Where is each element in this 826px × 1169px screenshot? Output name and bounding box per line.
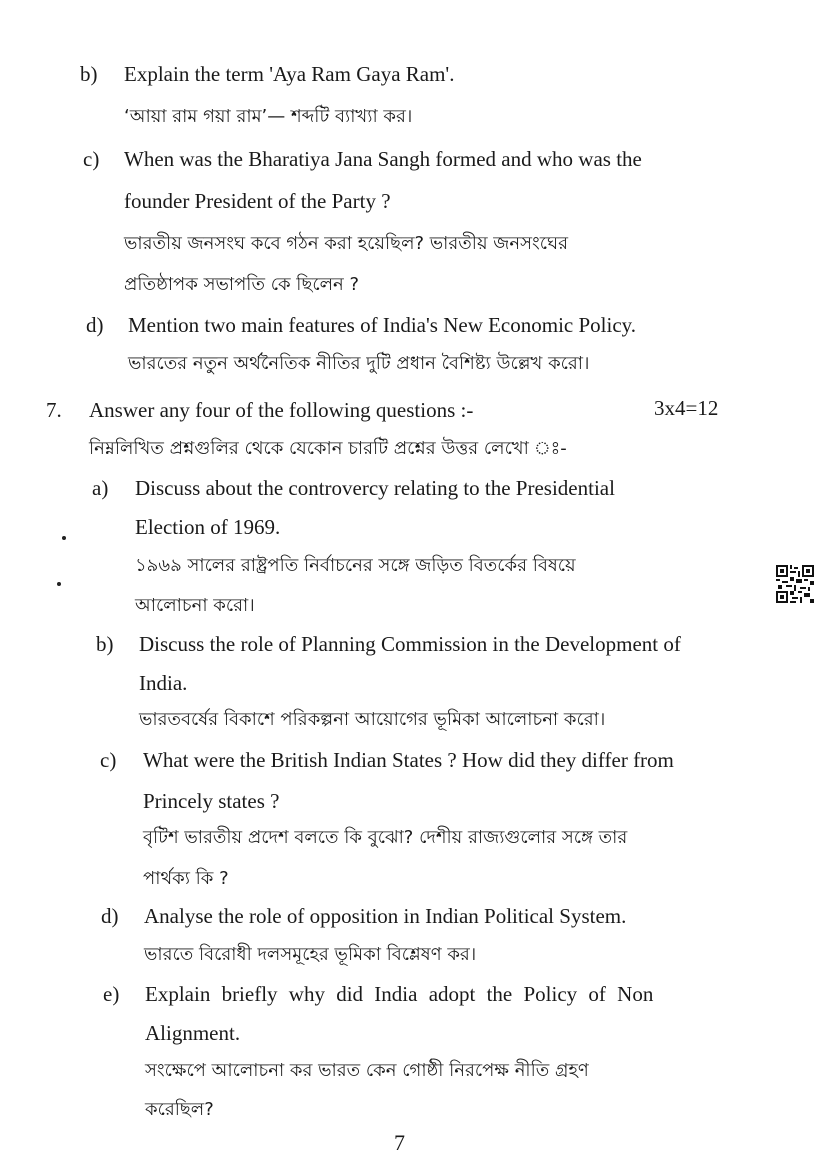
q7-instruction-bengali: নিম্নলিখিত প্রশ্নগুলির থেকে যেকোন চারটি প্রশ্নের উত্তর লেখো ঃ- [89,438,567,459]
q6d-bengali: ভারতের নতুন অর্থনৈতিক নীতির দুটি প্রধান বৈশিষ্ট্য উল্লেখ করো। [128,353,590,374]
q6c-bengali-line1: ভারতীয় জনসংঘ কবে গঠন করা হয়েছিল? ভারতীয় জনসংঘের [124,233,569,254]
q7c-english-line1: What were the British Indian States ? How did they differ from [143,748,674,772]
q7d-bengali: ভারতে বিরোধী দলসমূহের ভূমিকা বিশ্লেষণ কর। [144,944,477,965]
q7c-bengali-line2: পার্থক্য কি ? [143,868,229,889]
q6b-bengali: ‘আয়া রাম গয়া রাম’— শব্দটি ব্যাখ্যা কর। [124,106,413,127]
q7e-bengali-line2: করেছিল? [145,1099,214,1120]
q7b-label: b) [96,632,114,656]
q6c-english-line1: When was the Bharatiya Jana Sangh formed and who was the [124,147,642,171]
q7d-english: Analyse the role of opposition in Indian Political System. [144,904,627,928]
q7a-bengali-line2: আলোচনা করো। [135,595,255,616]
q7a-english-line1: Discuss about the controvercy relating to the Presidential [135,476,615,500]
q7b-english-line1: Discuss the role of Planning Commission in the Development of [139,632,681,656]
scan-speck [57,582,61,586]
q7c-english-line2: Princely states ? [143,789,280,813]
q7-marks: 3x4=12 [654,396,719,420]
q7b-bengali: ভারতবর্ষের বিকাশে পরিকল্পনা আয়োগের ভূমিকা আলোচনা করো। [139,709,606,730]
q7e-label: e) [103,982,120,1006]
q7e-bengali-line1: সংক্ষেপে আলোচনা কর ভারত কেন গোষ্ঠী নিরপেক্ষ নীতি গ্রহণ [145,1060,589,1081]
q7-number: 7. [46,398,62,422]
q7c-label: c) [100,748,117,772]
q7a-label: a) [92,476,109,500]
q7b-english-line2: India. [139,671,188,695]
scan-speck [62,536,66,540]
q6c-label: c) [83,147,100,171]
q7e-english-line1: Explain briefly why did India adopt the Policy of Non [145,982,654,1006]
q7-instruction-english: Answer any four of the following questions :- [89,398,474,422]
q7c-bengali-line1: বৃটিশ ভারতীয় প্রদেশ বলতে কি বুঝো? দেশীয় রাজ্যগুলোর সঙ্গে তার [143,827,628,848]
q6c-english-line2: founder President of the Party ? [124,189,391,213]
q7d-label: d) [101,904,119,928]
page-number: 7 [394,1130,405,1155]
q6b-label: b) [80,62,98,86]
q7e-english-line2: Alignment. [145,1021,241,1045]
q6b-english: Explain the term 'Aya Ram Gaya Ram'. [124,62,455,86]
q6c-bengali-line2: প্রতিষ্ঠাপক সভাপতি কে ছিলেন ? [124,274,360,295]
q6d-english: Mention two main features of India's New Economic Policy. [128,313,637,337]
q7a-english-line2: Election of 1969. [135,515,281,539]
qr-code-icon [776,565,814,603]
q6d-label: d) [86,313,104,337]
q7a-bengali-line1: ১৯৬৯ সালের রাষ্ট্রপতি নির্বাচনের সঙ্গে জড়িত বিতর্কের বিষয়ে [135,555,576,576]
